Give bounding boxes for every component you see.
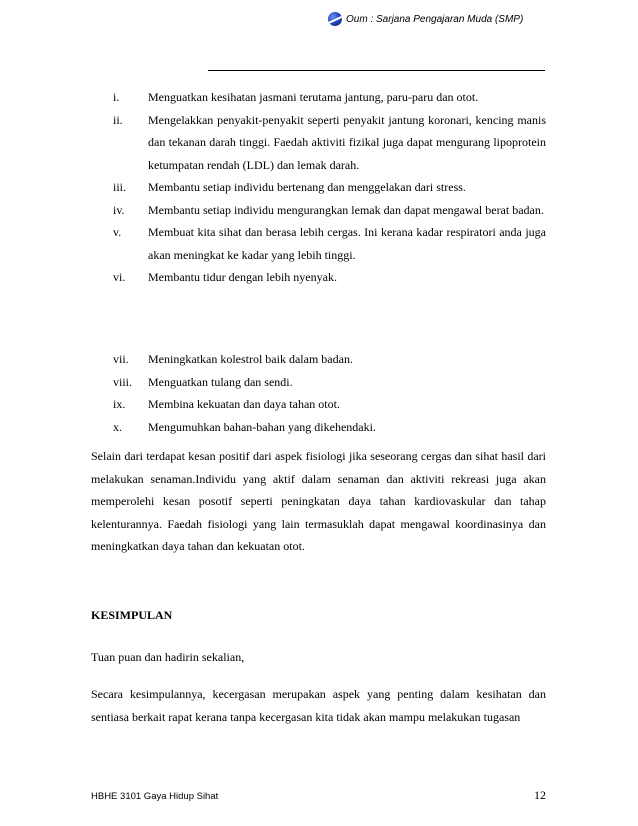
list-item-text: Menguatkan tulang dan sendi. bbox=[148, 374, 293, 389]
benefits-list-part-1 bbox=[91, 86, 546, 289]
list-item-number: ix. bbox=[113, 397, 126, 411]
page-header bbox=[328, 12, 523, 26]
physiology-paragraph: Selain dari terdapat kesan positif dari aspek fisiologi jika seseorang cergas dan sihat hasil dari melakukan senaman.Individu yang aktif dalam senaman dan aktiviti rekreasi juga akan memperolehi kesan posotif seperti peningkatan daya tahan kardiovaskular dan tahap kelenturannya. Faedah fisiologi yang lain termasuklah dapat mengawal koordinasinya dan meningkatkan daya tahan dan kekuatan otot. bbox=[91, 449, 546, 553]
course-code-label: HBHE 3101 Gaya Hidup Sihat bbox=[91, 791, 219, 802]
list-item-text: Membina kekuatan dan daya tahan otot. bbox=[148, 397, 340, 411]
list-item-text: Membantu tidur dengan lebih nyenyak. bbox=[148, 270, 337, 284]
list-item-text: Mengelakkan penyakit-penyakit seperti penyakit jantung koronari, kencing manis dan tekanan darah tinggi. Faedah aktiviti fizikal juga dapat mengurang lipoprotein ketumpatan rendah (LDL) dan lemak darah. bbox=[148, 112, 546, 172]
oum-logo-icon bbox=[328, 12, 342, 26]
list-item bbox=[91, 199, 546, 222]
list-item-number: viii. bbox=[113, 374, 133, 389]
list-item-number: x. bbox=[113, 419, 122, 434]
list-item-text: Membantu setiap individu bertenang dan menggelakan dari stress. bbox=[148, 180, 466, 194]
list-item-text: Mengumuhkan bahan-bahan yang dikehendaki. bbox=[148, 419, 376, 434]
list-item bbox=[91, 266, 546, 289]
salutation-paragraph: Tuan puan dan hadirin sekalian, bbox=[91, 650, 245, 664]
list-item bbox=[91, 221, 546, 266]
list-item bbox=[91, 348, 546, 371]
list-item bbox=[91, 371, 546, 394]
list-item-number: vii. bbox=[113, 352, 129, 366]
section-heading: KESIMPULAN bbox=[91, 608, 173, 622]
list-item bbox=[91, 416, 546, 439]
header-rule bbox=[208, 70, 545, 71]
list-item-text: Meningkatkan kolestrol baik dalam badan. bbox=[148, 352, 353, 366]
list-item bbox=[91, 176, 546, 199]
list-item-number: ii. bbox=[113, 112, 123, 127]
conclusion-paragraph: Secara kesimpulannya, kecergasan merupakan aspek yang penting dalam kesihatan dan sentiasa berkait rapat kerana tanpa kecergasan kita tidak akan mampu melakukan tugasan bbox=[91, 687, 546, 724]
page-footer bbox=[91, 788, 546, 803]
benefits-list-part-2 bbox=[91, 348, 546, 438]
page-number: 12 bbox=[534, 788, 546, 802]
list-item-text: Membuat kita sihat dan berasa lebih cergas. Ini kerana kadar respiratori anda juga akan meningkat ke kadar yang lebih tinggi. bbox=[148, 225, 546, 262]
header-text: Oum : Sarjana Pengajaran Muda (SMP) bbox=[346, 13, 524, 25]
list-item-number: vi. bbox=[113, 270, 126, 284]
list-item bbox=[91, 109, 546, 177]
list-item bbox=[91, 393, 546, 416]
list-item-number: v. bbox=[113, 225, 122, 239]
list-item-text: Menguatkan kesihatan jasmani terutama jantung, paru-paru dan otot. bbox=[148, 90, 479, 104]
list-item-number: i. bbox=[113, 90, 120, 104]
list-item bbox=[91, 86, 546, 109]
list-item-number: iii. bbox=[113, 180, 127, 194]
list-item-text: Membantu setiap individu mengurangkan lemak dan dapat mengawal berat badan. bbox=[148, 202, 544, 217]
list-item-number: iv. bbox=[113, 202, 125, 217]
